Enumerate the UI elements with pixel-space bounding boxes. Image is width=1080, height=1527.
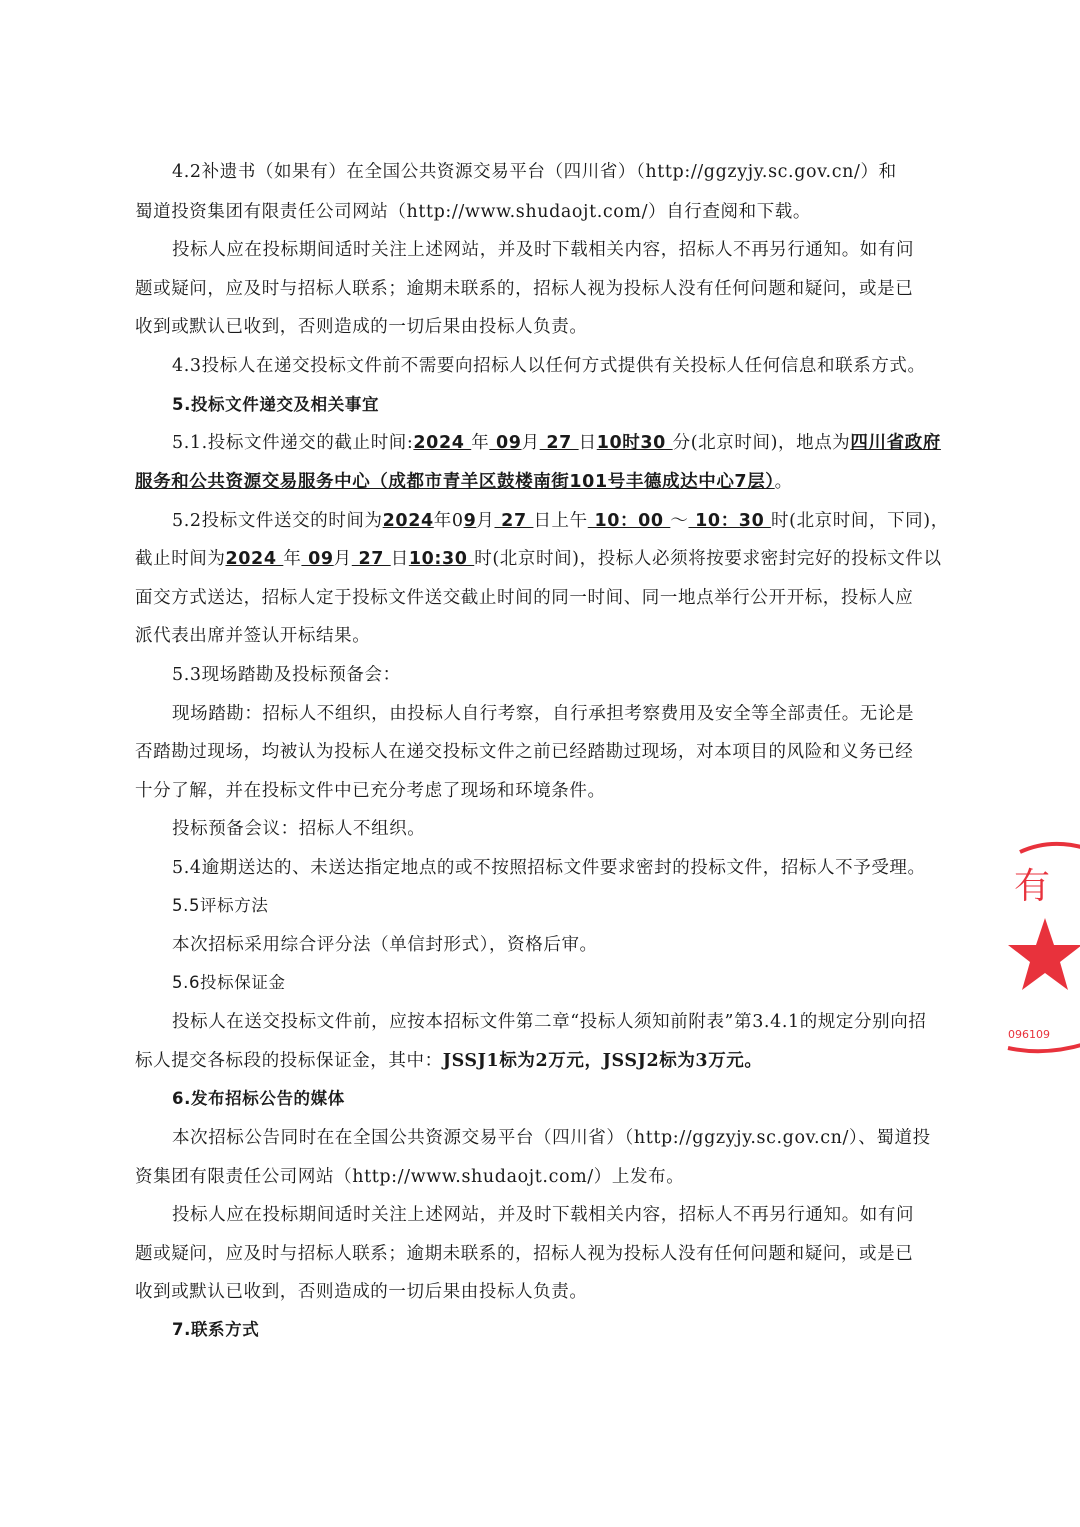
text: 标人提交各标段的投标保证金，其中： [135,1051,443,1071]
heading-7: 7.联系方式 [172,1320,260,1339]
text: 分(北京时间)，地点为 [672,433,851,453]
text: 日上午 [533,511,588,531]
para-4-2-line1: 4.2补遗书（如果有）在全国公共资源交易平台（四川省）（http://ggzyjy.sc.gov.cn/）和 [172,162,897,182]
text: 月 [476,511,495,531]
para-4-2-line2: 蜀道投资集团有限责任公司网站（http://www.shudaojt.com/）自行查阅和下载。 [135,202,811,222]
svg-text:有: 有 [1014,866,1051,907]
para-4-3: 4.3投标人在递交投标文件前不需要向招标人以任何方式提供有关投标人任何信息和联系方式。 [172,356,926,376]
heading-5-6: 5.6投标保证金 [172,973,286,992]
text: 时(北京时间，下同)， [771,511,949,531]
evaluation-method: 本次招标采用综合评分法（单信封形式），资格后审。 [172,935,598,955]
notice1-line1: 投标人应在投标期间适时关注上述网站，并及时下载相关内容，招标人不再另行通知。如有问 [172,240,915,260]
time: 10：30 [688,511,772,531]
heading-5: 5.投标文件递交及相关事宜 [172,395,380,414]
text: 时(北京时间)，投标人必须将按要求密封完好的投标文件以 [474,549,942,569]
notice2-line1: 投标人应在投标期间适时关注上述网站，并及时下载相关内容，招标人不再另行通知。如有问 [172,1205,915,1225]
text: 年 [471,433,490,453]
para-5-3: 5.3现场踏勘及投标预备会： [172,665,401,685]
day: 27 [494,511,534,531]
svg-text:096109: 096109 [1008,1028,1050,1041]
month: 09 [301,549,334,569]
text: 年0 [433,511,464,531]
text: 月 [521,433,540,453]
year: 2024 [225,549,284,569]
bond-line1: 投标人在送交投标文件前，应按本招标文件第二章“投标人须知前附表”第3.4.1的规定分别向招 [172,1012,927,1032]
site-visit-line2: 否踏勘过现场，均被认为投标人在递交投标文件之前已经踏勘过现场，对本项目的风险和义务已经 [135,742,914,762]
text: 日 [390,549,409,569]
para-5-1-line1 [172,431,987,455]
para-5-1-line2 [135,470,950,494]
bond-amounts: JSSJ1标为2万元，JSSJ2标为3万元。 [442,1051,763,1071]
text: 日 [578,433,597,453]
place: 服务和公共资源交易服务中心（成都市青羊区鼓楼南街101号丰德成达中心7层） [135,472,775,492]
media-line1: 本次招标公告同时在在全国公共资源交易平台（四川省）（http://ggzyjy.sc.gov.cn/）、蜀道投 [172,1128,931,1148]
notice1-line2: 题或疑问，应及时与招标人联系；逾期未联系的，招标人视为投标人没有任何问题和疑问，或是已 [135,279,914,299]
site-visit-line1: 现场踏勘：招标人不组织，由投标人自行考察，自行承担考察费用及安全等全部责任。无论是 [172,704,915,724]
site-visit-line3: 十分了解，并在投标文件中已充分考虑了现场和环境条件。 [135,781,606,801]
day: 27 [351,549,391,569]
year: 2024 [413,433,472,453]
pre-bid-meeting: 投标预备会议：招标人不组织。 [172,819,426,839]
day: 27 [539,433,579,453]
notice2-line2: 题或疑问，应及时与招标人联系；逾期未联系的，招标人视为投标人没有任何问题和疑问，或是已 [135,1244,914,1264]
text: 年 [283,549,302,569]
para-5-2-line1 [172,509,987,533]
text: ～ [670,511,689,531]
label: 5.1.投标文件递交的截止时间: [172,433,414,453]
year: 2024 [382,511,434,531]
para-5-4: 5.4逾期送达的、未送达指定地点的或不按照招标文件要求密封的投标文件，招标人不予受理。 [172,858,926,878]
time: 10：00 [587,511,671,531]
media-line2: 资集团有限责任公司网站（http://www.shudaojt.com/）上发布。 [135,1167,685,1187]
seal-star-icon [1000,830,1080,1060]
company-seal-stamp [1000,830,1080,1060]
month: 09 [489,433,522,453]
bond-line2 [135,1049,950,1073]
heading-6: 6.发布招标公告的媒体 [172,1089,345,1108]
notice2-line3: 收到或默认已收到，否则造成的一切后果由投标人负责。 [135,1282,588,1302]
para-5-2-line4: 派代表出席并签认开标结果。 [135,626,371,646]
time: 10:30 [408,549,475,569]
para-5-2-line3: 面交方式送达，招标人定于投标文件送交截止时间的同一时间、同一地点举行公开开标，投标人应 [135,588,914,608]
text: 5.2投标文件送交的时间为 [172,511,383,531]
text: 月 [333,549,352,569]
place: 四川省政府 [850,433,941,453]
para-5-2-line2 [135,547,950,571]
month: 9 [463,511,477,531]
time: 10时30 [596,433,673,453]
text: 。 [774,472,793,492]
text: 截止时间为 [135,549,226,569]
notice1-line3: 收到或默认已收到，否则造成的一切后果由投标人负责。 [135,317,588,337]
heading-5-5: 5.5评标方法 [172,896,269,915]
